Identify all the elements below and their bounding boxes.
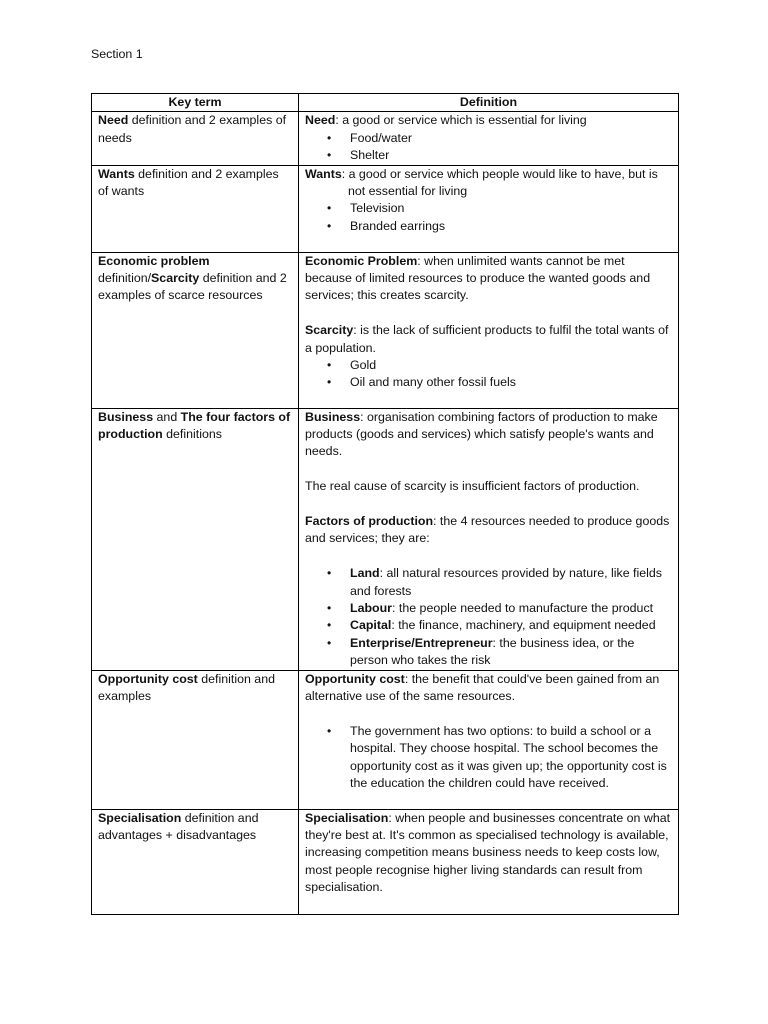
definition-text: The real cause of scarcity is insufficient factors of production. [305, 479, 640, 494]
definition-bold: Wants [305, 166, 342, 181]
term-text: definition and 2 examples of wants [98, 166, 279, 199]
bullet-list [305, 200, 672, 235]
definition-text: : the 4 resources needed to produce goods and services; they are: [305, 514, 670, 546]
definition-cell [299, 408, 679, 670]
definition-bold: Specialisation [305, 810, 389, 825]
table-row [92, 165, 679, 252]
list-item: • Food/water [305, 130, 672, 147]
table-header-row [92, 94, 679, 112]
header-key-term: Key term [92, 94, 299, 112]
term-text: definition/ [98, 271, 152, 286]
bullet-bold: Enterprise/Entrepreneur [350, 635, 493, 650]
table-row [92, 670, 679, 809]
term-text: definition and examples [98, 671, 275, 704]
definition-bold: Opportunity cost [305, 671, 405, 686]
term-bold: Scarcity [151, 271, 200, 286]
key-term-cell [92, 408, 299, 670]
list-item: • Oil and many other fossil fuels [305, 374, 672, 391]
term-text: definition and advantages + disadvantages [98, 810, 259, 843]
term-bold: Economic problem [98, 253, 210, 268]
term-bold: Opportunity cost [98, 671, 198, 686]
header-definition: Definition [299, 94, 679, 112]
table-row [92, 252, 679, 408]
list-item [305, 565, 672, 600]
definition-bold: Need [305, 113, 336, 128]
key-terms-table [91, 93, 679, 915]
list-item: • Branded earrings [305, 218, 672, 235]
definition-text: : when people and businesses concentrate on what they're best at. It's common as specialised technology is available, increasing competition means business needs to keep costs low, most people recognise higher living standards can result from specialisation. [305, 810, 671, 895]
definition-text: : organisation combining factors of production to make products (goods and services) which satisfy people's wants and needs. [305, 409, 658, 459]
term-text: and [153, 409, 181, 424]
definition-cell [299, 252, 679, 408]
key-term-cell [92, 165, 299, 252]
definition-text: : the benefit that could've been gained from an alternative use of the same resources. [305, 671, 660, 704]
table-row [92, 809, 679, 914]
term-text: definition and 2 examples of needs [98, 113, 287, 145]
term-text: definitions [162, 427, 222, 442]
bullet-list [305, 565, 672, 669]
definition-cell [299, 165, 679, 252]
bullet-text: : the finance, machinery, and equipment needed [391, 618, 656, 633]
definition-text: : a good or service which people would like to have, but is not essential for living [341, 166, 658, 199]
list-item: • Shelter [305, 147, 672, 164]
list-item [305, 635, 672, 670]
definition-cell [299, 112, 679, 165]
definition-cell [299, 809, 679, 914]
bullet-bold: Land [350, 566, 380, 581]
bullet-text: : the people needed to manufacture the product [392, 601, 654, 616]
bullet-text: : the business idea, or the person who takes the risk [350, 635, 635, 668]
bullet-list [305, 357, 672, 392]
key-term-cell [92, 252, 299, 408]
term-text: definition and 2 examples of scarce resources [98, 271, 287, 303]
term-bold: Business [98, 409, 154, 424]
table-row [92, 112, 679, 165]
list-item: • Gold [305, 357, 672, 374]
term-bold: The four factors of production [98, 409, 291, 442]
key-term-cell [92, 809, 299, 914]
key-term-cell [92, 670, 299, 809]
definition-text: : is the lack of sufficient products to fulfil the total wants of a population. [305, 323, 669, 355]
list-item [305, 600, 672, 617]
definition-bold: Business [305, 409, 361, 424]
bullet-bold: Labour [350, 601, 392, 616]
list-item: • Television [305, 200, 672, 217]
definition-text: : when unlimited wants cannot be met because of limited resources to produce the wanted goods and services; this creates scarcity. [305, 253, 651, 303]
bullet-bold: Capital [350, 618, 392, 633]
definition-cell [299, 670, 679, 809]
section-title: Section 1 [91, 47, 143, 61]
definition-bold: Scarcity [305, 323, 354, 338]
bullet-text: : all natural resources provided by nature, like fields and forests [350, 566, 662, 598]
term-bold: Need [98, 113, 129, 128]
key-term-cell [92, 112, 299, 165]
definition-bold: Factors of production [305, 514, 434, 529]
list-item: • The government has two options: to build a school or a hospital. They choose hospital. The school becomes the opportunity cost as it was given up; the opportunity cost is the education the children could have received. [305, 723, 672, 793]
bullet-list [305, 130, 672, 165]
list-item [305, 617, 672, 634]
table-row [92, 408, 679, 670]
term-bold: Specialisation [98, 810, 182, 825]
definition-bold: Economic Problem [305, 253, 418, 268]
bullet-list [305, 723, 672, 793]
term-bold: Wants [98, 166, 135, 181]
definition-text: : a good or service which is essential for living [335, 113, 587, 128]
